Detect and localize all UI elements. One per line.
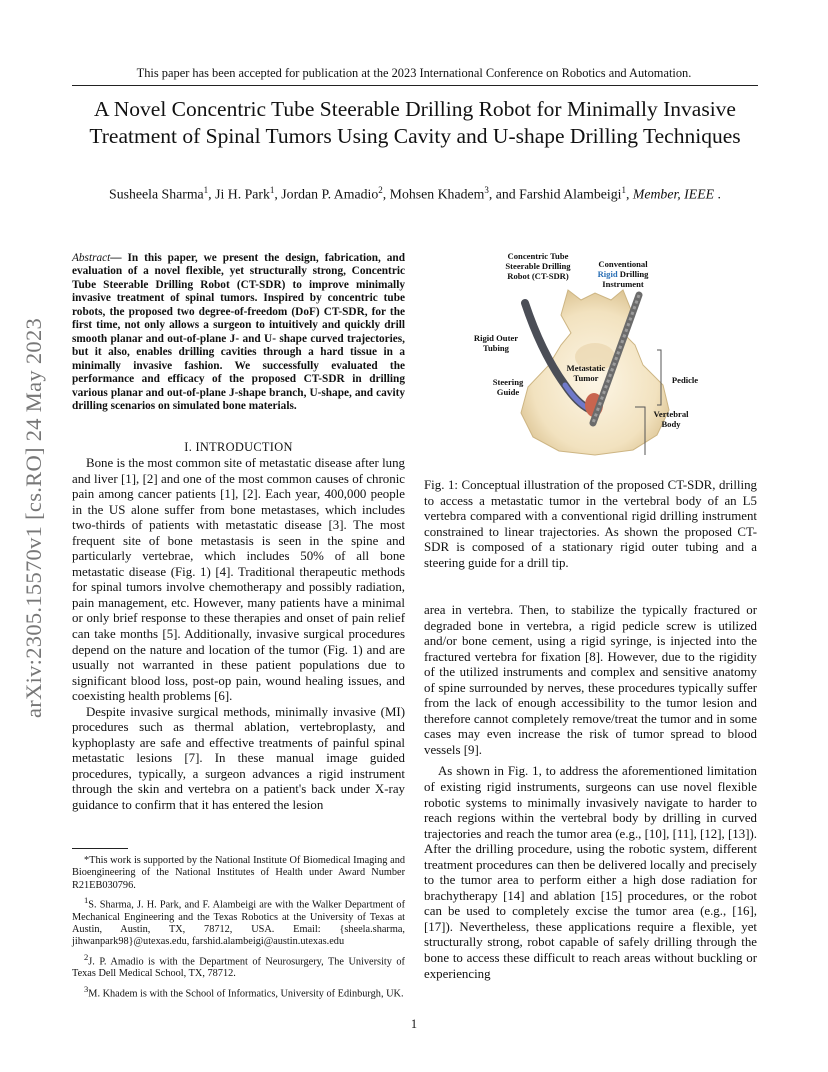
figure-label: [583, 259, 663, 289]
author-name: Ji H. Park: [215, 186, 270, 202]
author-list: Susheela Sharma$^1$, Ji H. Park$^1$, Jordan P. Amadio$^2$, Mohsen Khadem$^3$, and Farshid Alambeigi$^1$, Member, IEEE .: [109, 185, 721, 202]
figure-label: Metastatic Tumor: [566, 363, 606, 383]
right-column-body: [424, 603, 757, 982]
figure-label-part: Drilling Instrument: [602, 269, 649, 289]
affiliation-mark: 1: [203, 185, 209, 195]
paragraph: Bone is the most common site of metastatic disease after lung and liver [1], [2] and one of the most common causes of chronic pain among cancer patients [1], [2]. Each year, 400,000 people in the US alone suffer from bone metastases, which includes two-thirds of patients with metastatic disease [3]. The most frequent site of bone metastasis is seen in the spine and particularly vertebrae, which includes 50% of all bone metastatic disease (Fig. 1) [4]. Traditional therapeutic methods for spinal tumors involve chemotherapy and possibly radiation, pain management, etc. However, many patients have a minimal or only brief response to these therapies and onset of pain relief can take months [5]. Additionally, invasive surgical procedures depend on the nature and location of the tumor (Fig. 1) and are usually not warranted in these patient populations due to significant blood loss, post-op pain, wound healing issues, and coexisting health problems [6].: [72, 456, 405, 704]
figure-label-part: Conventional: [598, 259, 648, 269]
affiliation-mark: 3: [484, 185, 489, 195]
paper-title: [60, 96, 770, 150]
footnotes: [72, 855, 405, 1002]
affiliation-mark: 2: [378, 185, 383, 195]
figure-label-part: Rigid: [597, 269, 618, 279]
footnote-rule: [72, 848, 128, 849]
affiliation-mark: 1: [621, 185, 626, 195]
author-name: Jordan P. Amadio: [281, 186, 379, 202]
paragraph: As shown in Fig. 1, to address the aforementioned limitation of existing rigid instruments, surgeons can use novel flexible robotic systems to minimally invasively navigate to harder to reach regions within the vertebral body by drilling in curved trajectories and reach the tumor area (e.g., [10], [11], [12], [13]). After the drilling procedure, using the robotic system, different treatment procedures can then be delivered locally and precisely to the tumor area to perform either a high dose radiation for brachytherapy [14] and ablation [15] procedures, or the robot can be used to completely excise the tumor area (e.g., [16], [17]). Nevertheless, these applications require a flexible, yet structurally strong, robot capable of safely drilling through the bone to access these difficult to reach areas without buckling or experiencing: [424, 764, 757, 981]
abstract-label: Abstract: [72, 252, 111, 264]
conjunction: and: [495, 186, 520, 202]
arxiv-identifier: arXiv:2305.15570v1 [cs.RO] 24 May 2023: [21, 317, 46, 719]
author-name: Susheela Sharma: [109, 186, 204, 202]
figure-label: Pedicle: [671, 375, 699, 385]
figure-1: [473, 245, 719, 467]
figure-label: Steering Guide: [492, 377, 524, 397]
title-line-2: Treatment of Spinal Tumors Using Cavity and U-shape Drilling Techniques: [89, 124, 741, 148]
page-number: 1: [410, 1017, 418, 1031]
footnote-text: M. Khadem is with the School of Informatics, University of Edinburgh, UK.: [88, 987, 404, 999]
title-line-1: A Novel Concentric Tube Steerable Drilling Robot for Minimally Invasive: [94, 97, 736, 121]
footnote-text: J. P. Amadio is with the Department of Neurosurgery, The University of Texas Dell Medical School, TX, 78712.: [72, 955, 405, 980]
publication-notice: This paper has been accepted for publication at the 2023 International Conference on Robotics and Automation.: [136, 66, 692, 80]
header-rule: [72, 85, 758, 86]
separator: ,: [274, 186, 282, 202]
author-name: Farshid Alambeigi: [519, 186, 622, 202]
paragraph: area in vertebra. Then, to stabilize the typically fractured or degraded bone in vertebra, a rigid pedicle screw is utilized and/or bone cement, using a rigid syringe, is injected into the fractured vertebra for fixation [8]. However, due to the rigidity of the utilized instruments and complex and sensitive anatomy of spine surrounded by nerves, these procedures typically suffer from the lack of enough accessibility to the tumor lesion and therefore cannot completely remove/treat the tumor and in some cases may even increase the risk of tumor spread to blood vessels [9].: [424, 603, 757, 757]
footnote: *This work is supported by the National Institute Of Biomedical Imaging and Bioengineering of the National Institutes of Health under Award Number R21EB030796.: [72, 855, 405, 891]
figure-caption: Fig. 1: Conceptual illustration of the proposed CT-SDR, drilling to access a metastatic tumor in the vertebral body of an L5 vertebra compared with a conventional rigid drilling instrument constrained to linear trajectories. As shown the proposed CT-SDR is composed of a stationary rigid outer tubing and a steering guide for a drill tip.: [424, 478, 757, 570]
paragraph: Despite invasive surgical methods, minimally invasive (MI) procedures such as thermal ablation, vertebroplasty, and kyphoplasty are safe and effective treatments of painful spinal metastatic lesions [7]. In these manual image guided procedures, typically, a surgeon advances a rigid instrument through the skin and vertebra on a patient's back under X-ray guidance to confirm that it has entered the lesion: [72, 704, 405, 813]
affiliation-mark: 1: [269, 185, 275, 195]
abstract-text: — In this paper, we present the design, fabrication, and evaluation of a novel flexible, yet structurally strong, Concentric Tube Steerable Drilling Robot (CT-SDR) to improve minimally invasive treatment of spinal tumors. Inspired by concentric tube robots, the proposed two degree-of-freedom (DoF) CT-SDR, for the first time, not only allows a surgeon to intuitively and quickly drill smooth planar and out-of-plane J- and U- shape curved trajectories, but it also, enables drilling cavities through a hard tissue in a minimally invasive fashion. We successfully evaluated the performance and efficacy of the proposed CT-SDR in drilling various planar and out-of-plane J-shape branch, U-shape, and cavity drilling scenarios on simulated bone materials.: [72, 252, 405, 412]
abstract: [72, 252, 405, 413]
footnote-text: S. Sharma, J. H. Park, and F. Alambeigi are with the Walker Department of Mechanical Engineering and the Texas Robotics at the University of Texas at Austin, Austin, TX, 78712, USA. Email: {sheela.sharma, jihwanpark98}@utexas.edu, farshid.alambeigi@austin.utexas.edu: [72, 899, 405, 948]
figure-label: Rigid Outer Tubing: [473, 333, 519, 353]
figure-label: Vertebral Body: [653, 409, 689, 429]
separator: ,: [382, 186, 390, 202]
arxiv-stamp: [14, 278, 54, 758]
left-column-body: [72, 456, 405, 814]
footnote: $^2$J. P. Amadio is with the Department of Neurosurgery, The University of Texas Dell Medical School, TX, 78712.: [72, 951, 405, 980]
section-heading: I. INTRODUCTION: [184, 440, 293, 454]
separator: ,: [208, 186, 216, 202]
figure-label: Concentric Tube Steerable Drilling Robot (CT-SDR): [505, 251, 571, 281]
separator: ,: [625, 186, 633, 202]
member-title: Member, IEEE: [632, 186, 715, 202]
footnote: $^1$S. Sharma, J. H. Park, and F. Alambeigi are with the Walker Department of Mechanical Engineering and the Texas Robotics at the University of Texas at Austin, Austin, TX, 78712, USA. Email: {sheela.sharma, jihwanpark98}@utexas.edu, farshid.alambeigi@austin.utexas.edu: [72, 894, 405, 948]
separator: ,: [488, 186, 496, 202]
author-name: Mohsen Khadem: [389, 186, 485, 202]
footnote: $^3$M. Khadem is with the School of Informatics, University of Edinburgh, UK.: [84, 983, 404, 999]
